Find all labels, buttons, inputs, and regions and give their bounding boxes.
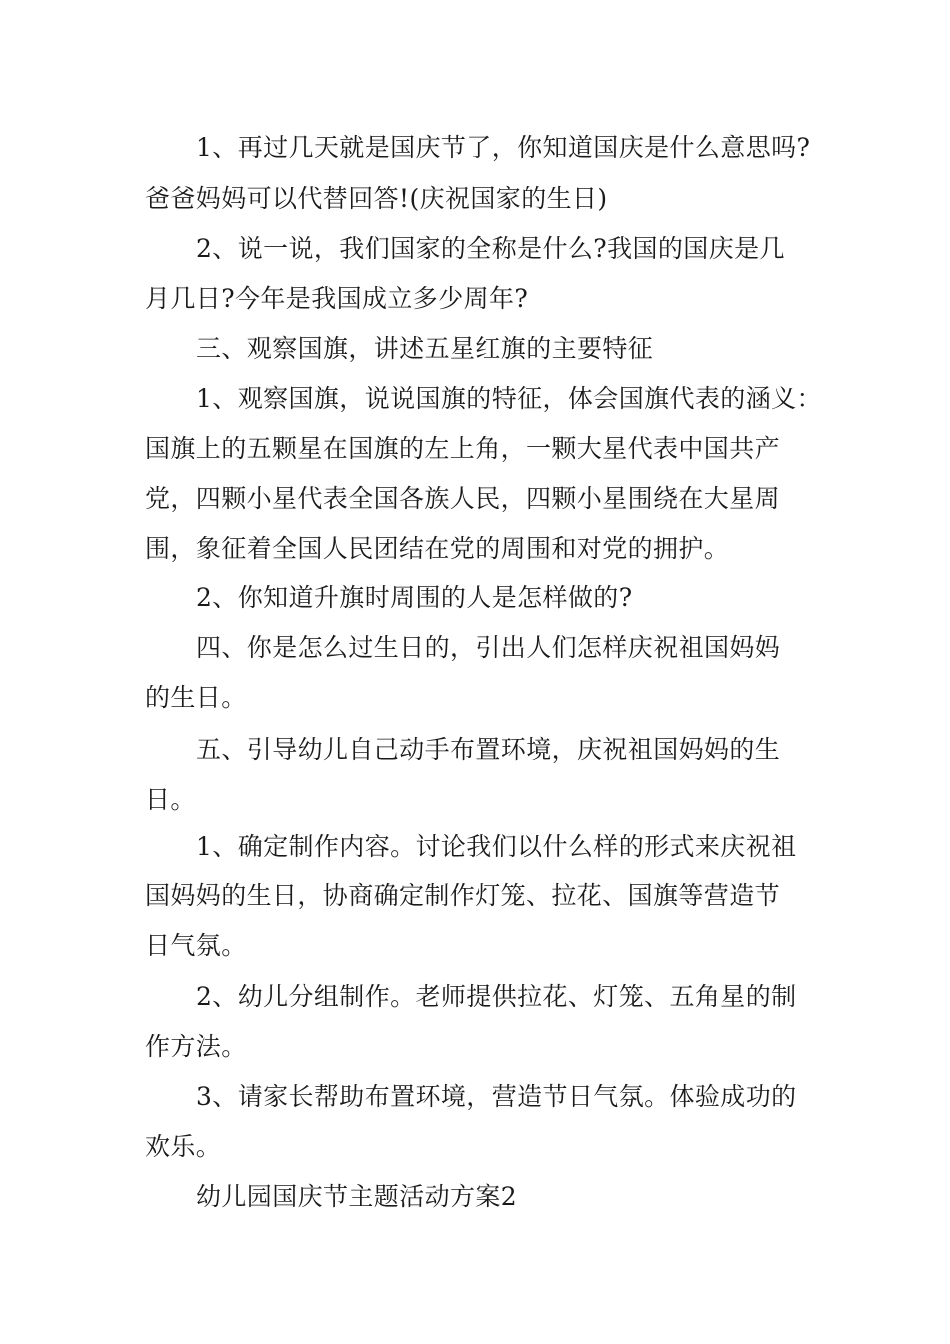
paragraph-line: 国妈妈的生日，协商确定制作灯笼、拉花、国旗等营造节 bbox=[145, 881, 781, 910]
paragraph-line: 作方法。 bbox=[145, 1032, 247, 1061]
paragraph-line: 爸爸妈妈可以代替回答!(庆祝国家的生日) bbox=[145, 184, 608, 213]
section-heading: 四、你是怎么过生日的，引出人们怎样庆祝祖国妈妈 bbox=[196, 633, 781, 662]
section-heading: 五、引导幼儿自己动手布置环境，庆祝祖国妈妈的生 bbox=[196, 735, 781, 764]
paragraph-line: 围，象征着全国人民团结在党的周围和对党的拥护。 bbox=[145, 534, 730, 563]
paragraph-line: 2、你知道升旗时周围的人是怎样做的? bbox=[196, 583, 633, 612]
paragraph-line: 2、幼儿分组制作。老师提供拉花、灯笼、五角星的制 bbox=[196, 982, 797, 1011]
section-heading: 三、观察国旗，讲述五星红旗的主要特征 bbox=[196, 334, 654, 363]
paragraph-line: 日。 bbox=[145, 785, 196, 814]
paragraph-line: 日气氛。 bbox=[145, 931, 247, 960]
paragraph-line: 3、请家长帮助布置环境，营造节日气氛。体验成功的 bbox=[196, 1082, 797, 1111]
paragraph-line: 党，四颗小星代表全国各族人民，四颗小星围绕在大星周 bbox=[145, 484, 781, 513]
paragraph-line: 欢乐。 bbox=[145, 1132, 222, 1161]
paragraph-line: 1、确定制作内容。讨论我们以什么样的形式来庆祝祖 bbox=[196, 832, 797, 861]
paragraph-line: 2、说一说，我们国家的全称是什么?我国的国庆是几 bbox=[196, 234, 785, 263]
document-title: 幼儿园国庆节主题活动方案2 bbox=[196, 1182, 518, 1211]
paragraph-line: 月几日?今年是我国成立多少周年? bbox=[145, 284, 529, 313]
paragraph-line: 国旗上的五颗星在国旗的左上角，一颗大星代表中国共产 bbox=[145, 434, 781, 463]
paragraph-line: 的生日。 bbox=[145, 683, 247, 712]
paragraph-line: 1、观察国旗，说说国旗的特征，体会国旗代表的涵义： bbox=[196, 384, 822, 413]
paragraph-line: 1、再过几天就是国庆节了，你知道国庆是什么意思吗? bbox=[196, 133, 811, 162]
